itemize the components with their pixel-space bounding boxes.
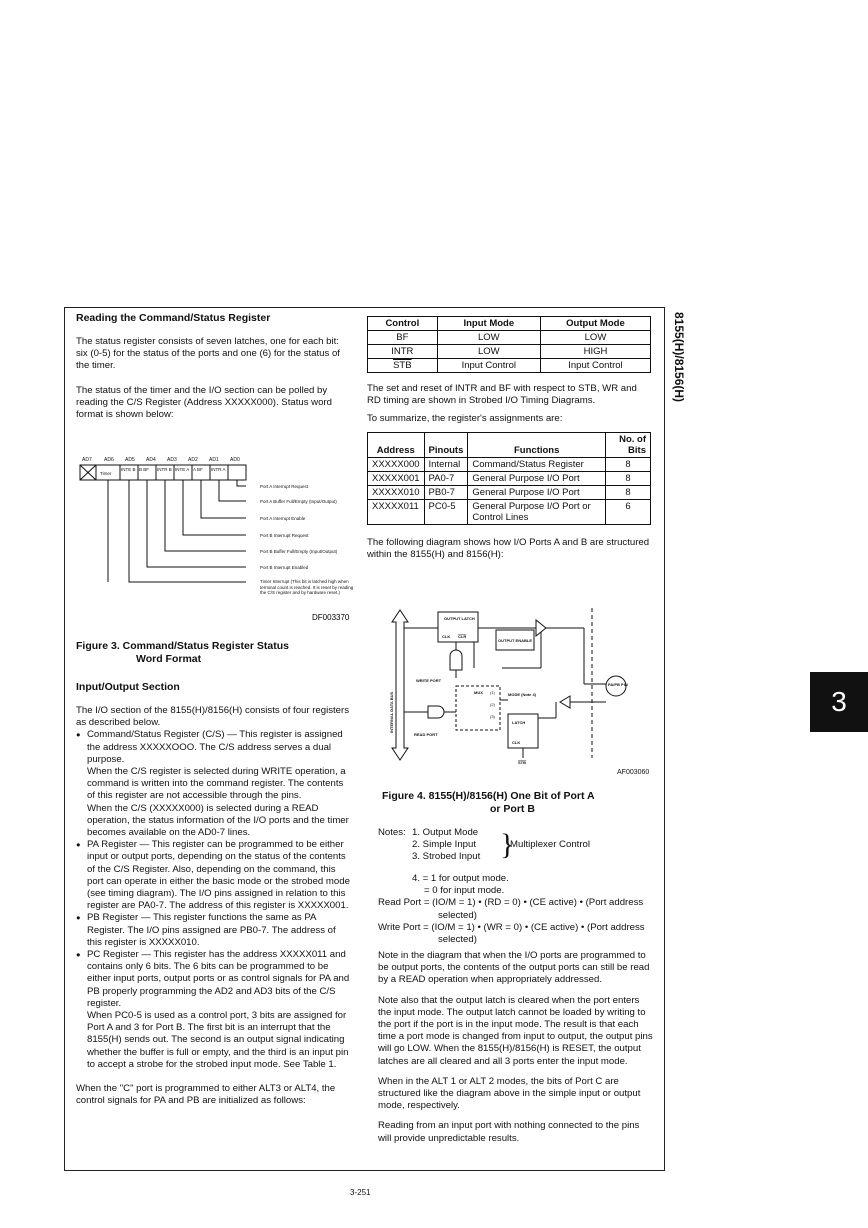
bus-label: INTERNAL DATA BUS [389, 691, 394, 733]
paragraph: Reading from an input port with nothing connected to the pins will provide unpredictable results. [378, 1120, 640, 1144]
table-header: Functions [468, 432, 606, 457]
bit-label: AD7 [82, 457, 92, 463]
cell-label: B BF [139, 467, 150, 472]
table-header: Address [368, 432, 425, 457]
paragraph: When in the ALT 1 or ALT 2 modes, the bits of Port C are structured like the diagram above in the simple input or output mode, respectively. [378, 1075, 641, 1112]
right-column-2 [372, 790, 658, 816]
cell-label: A BF [193, 467, 203, 472]
bit-desc: Port B Interrupt Request [260, 533, 309, 538]
paragraph: The I/O section of the 8155(H)/8156(H) consists of four registers as described below. [76, 705, 350, 729]
table-row [368, 331, 651, 345]
bit-desc: Port B Buffer Full/Empty (Input/Output) [260, 549, 338, 554]
port-bit-diagram [389, 608, 660, 780]
bit-desc: Port B Interrupt Enabled [260, 565, 309, 570]
table-cell: 6 [606, 499, 651, 524]
bit-desc: Port A Buffer Full/Empty (Input/Output) [260, 499, 337, 504]
bit-label: AD3 [167, 457, 177, 463]
bullet-extra: When the C/S register is selected during WRITE operation, a command is written into the command register. The contents of this register are not accessible through the pins. [87, 766, 346, 802]
figure3-caption-line1: Figure 3. Command/Status Register Status [76, 640, 289, 652]
clk-label: CLK [442, 634, 451, 639]
read-port-label: READ PORT [414, 732, 438, 737]
mux-control-label: Multiplexer Control [510, 839, 590, 850]
read-port-eq: Read Port = (IO/M = 1) • (RD = 0) • (CE active) • (Port address selected) [378, 897, 644, 921]
bit-label: AD1 [209, 457, 219, 463]
table-row [368, 345, 651, 359]
latch-label: LATCH [512, 720, 526, 725]
table-header: Input Mode [437, 317, 540, 331]
paragraph: Note in the diagram that when the I/O ports are programmed to be output ports, the contents of the output ports can still be read by a READ operation when appropriately addressed. [378, 950, 650, 986]
table-row [368, 359, 651, 373]
bullet-extra: When the C/S (XXXXX000) is selected during a READ operation, the status information of the I/O ports and the timer becomes available on the AD0-7 lines. [87, 802, 349, 839]
stb-label: STB [518, 760, 526, 765]
table-cell: Command/Status Register [468, 457, 606, 471]
table-cell: General Purpose I/O Port [468, 471, 606, 485]
latch-clk-label: CLK [512, 740, 521, 745]
table-cell: PA0-7 [424, 471, 468, 485]
table-row [368, 457, 651, 471]
left-column-2 [76, 640, 352, 1108]
mux-label: MUX [474, 690, 483, 695]
table-cell: Internal [424, 457, 468, 471]
frame-left-rule [64, 307, 65, 1171]
cell-label: INTE B [121, 467, 136, 472]
clr-label: CLR [458, 634, 467, 639]
page-number: 3-251 [350, 1188, 371, 1197]
paragraph: Note also that the output latch is cleared when the port enters the input mode. The output latch cannot be loaded by writing to the port if the port is in the input mode. The result is that each time a port mode is changed from input to output, the output pins will go LOW. When the 8155(H)/8156(H) is RESET, the output latches are all cleared and all 3 ports enter the input mode. [378, 994, 653, 1067]
table-cell: Input Control [540, 359, 650, 373]
table-header: Output Mode [540, 317, 650, 331]
table-cell: LOW [437, 331, 540, 345]
table-header: Control [368, 317, 438, 331]
cell-label: INTE A [175, 467, 190, 472]
paragraph: The status register consists of seven latches, one for each bit: six (0-5) for the status of the ports and one (6) for the status of the timer. [76, 336, 340, 372]
table-cell: XXXXX011 [368, 499, 425, 524]
table-cell: INTR [368, 345, 438, 359]
paragraph: The set and reset of INTR and BF with respect to STB, WR and RD timing are shown in Strobed I/O Timing Diagrams. [367, 383, 637, 407]
bit-label: AD2 [188, 457, 198, 463]
table-cell: 8 [606, 471, 651, 485]
table-row [368, 499, 651, 524]
table-cell: XXXXX001 [368, 471, 425, 485]
mux-input-3: (3) [490, 714, 495, 719]
output-enable-label: OUTPUT ENABLE [498, 638, 532, 643]
table-row [368, 471, 651, 485]
diagram-code: AF003060 [617, 769, 650, 776]
table-cell: PC0-5 [424, 499, 468, 524]
table-header: Pinouts [424, 432, 468, 457]
diagram-code: DF003370 [312, 613, 350, 622]
cell-label: Timer [100, 471, 112, 476]
paragraph: The status of the timer and the I/O section can be polled by reading the C/S Register (Address XXXXX000). Status word format is shown below: [76, 384, 332, 421]
bit-desc: Port A Interrupt Request [260, 484, 309, 489]
bullet-text: Command/Status Register (C/S) — This register is assigned the address XXXXXOOO. The C/S address serves a dual purpose. [87, 729, 343, 765]
bit-desc: Port A Interrupt Enable [260, 516, 306, 521]
write-port-eq: Write Port = (IO/M = 1) • (WR = 0) • (CE active) • (Port address selected) [378, 921, 645, 946]
list-item [76, 729, 352, 839]
bullet-extra: When PC0-5 is used as a control port, 3 bits are assigned for Port A and 3 for Port B. The first bit is an interrupt that the 8155(H) sends out. The second is an output signal indicating whether the buffer is full or empty, and the third is an input pin to accept a strobe for the strobed input mode. See Table 1. [87, 1010, 349, 1070]
table-cell: XXXXX000 [368, 457, 425, 471]
left-column [76, 312, 352, 421]
note-item: = 0 for input mode. [424, 885, 505, 897]
register-assignment-table [367, 432, 651, 525]
table-cell: PB0-7 [424, 485, 468, 499]
status-word-diagram [76, 456, 360, 624]
paragraph: When the "C" port is programmed to either ALT3 or ALT4, the control signals for PA and PB are initialized as follows: [76, 1083, 336, 1107]
brace: } [500, 828, 515, 861]
bit-label: AD6 [104, 457, 114, 463]
paragraph: To summarize, the register's assignments are: [367, 413, 563, 425]
mux-input-2: (2) [490, 702, 495, 707]
frame-right-rule [664, 307, 665, 1171]
figure4-caption-line2: or Port B [490, 803, 535, 815]
frame-bottom-rule [64, 1170, 665, 1171]
frame-top-rule [64, 307, 665, 308]
table-cell: HIGH [540, 345, 650, 359]
table-cell: $\overline{STB}$ [368, 359, 438, 373]
note-item: 1. Output Mode [412, 827, 479, 838]
bit-label: AD0 [230, 457, 240, 463]
notes-label: Notes: [378, 827, 406, 838]
bit-label: AD4 [146, 457, 156, 463]
bullet-text: PC Register — This register has the address XXXXX011 and contains only 6 bits. The 6 bits can be programmed to be either input ports, output ports or as control signals for PA and PB properly programming the AD2 and AD3 bits of the C/S register. [87, 949, 350, 1009]
note-item: 4. = 1 for output mode. [412, 873, 509, 884]
table-cell: 8 [606, 457, 651, 471]
table-cell: XXXXX010 [368, 485, 425, 499]
section-tab: 3 [810, 672, 868, 732]
table-cell: General Purpose I/O Port or Control Lines [468, 499, 606, 524]
list-item: ● PB Register — This register functions the same as PA Register. The I/O pins assigned are PB0-7. The address of this register is XXXXX010. [76, 912, 352, 949]
mux-input-1: (1) [490, 690, 495, 695]
cell-label: INTR A [211, 467, 226, 472]
table-cell: General Purpose I/O Port [468, 485, 606, 499]
register-list [76, 729, 352, 1071]
side-title: 8155(H)/8156(H) [672, 312, 686, 403]
table-cell: LOW [540, 331, 650, 345]
figure3-caption-line2: Word Format [136, 653, 202, 665]
list-item: ● PA Register — This register can be programmed to be either input or output ports, depending on the status of the contents of the C/S Register. Also, depending on the command, this port can operate in either the basic mode or the strobed mode (see timing diagram). The I/O pins assigned in relation to this register are PA0-7. The address of this register is XXXXX001. [76, 839, 352, 912]
figure4-caption-line1: Figure 4. 8155(H)/8156(H) One Bit of Port A [382, 790, 595, 802]
heading-reading-cs: Reading the Command/Status Register [76, 312, 271, 324]
table-cell: LOW [437, 345, 540, 359]
control-signal-table [367, 316, 651, 373]
table-cell: 8 [606, 485, 651, 499]
mode-label: MODE (Note 4) [508, 692, 536, 697]
bit-desc-timer: Timer Interrupt (This bit is latched high when terminal count is reached. It is reset by reading the C/S register and by hardware reset.) [260, 579, 354, 595]
heading-io-section: Input/Output Section [76, 681, 180, 693]
note-item: 3. Strobed Input [412, 851, 481, 862]
paragraph: The following diagram shows how I/O Ports A and B are structured within the 8155(H) and 8156(H): [367, 536, 650, 560]
cell-label: INTR B [157, 467, 172, 472]
table-cell: Input Control [437, 359, 540, 373]
note-item: 2. Simple Input [412, 839, 476, 850]
bit-label: AD5 [125, 457, 135, 463]
table-header: No. of Bits [606, 432, 651, 457]
output-latch-label: OUTPUT LATCH [444, 616, 475, 621]
table-row [368, 485, 651, 499]
pin-label: PA/PB PIN [608, 682, 628, 687]
right-column [367, 316, 653, 561]
notes-block [378, 827, 658, 946]
list-item [76, 949, 352, 1071]
right-column-3 [378, 950, 654, 1145]
write-port-label: WRITE PORT [416, 678, 442, 683]
table-cell: BF [368, 331, 438, 345]
